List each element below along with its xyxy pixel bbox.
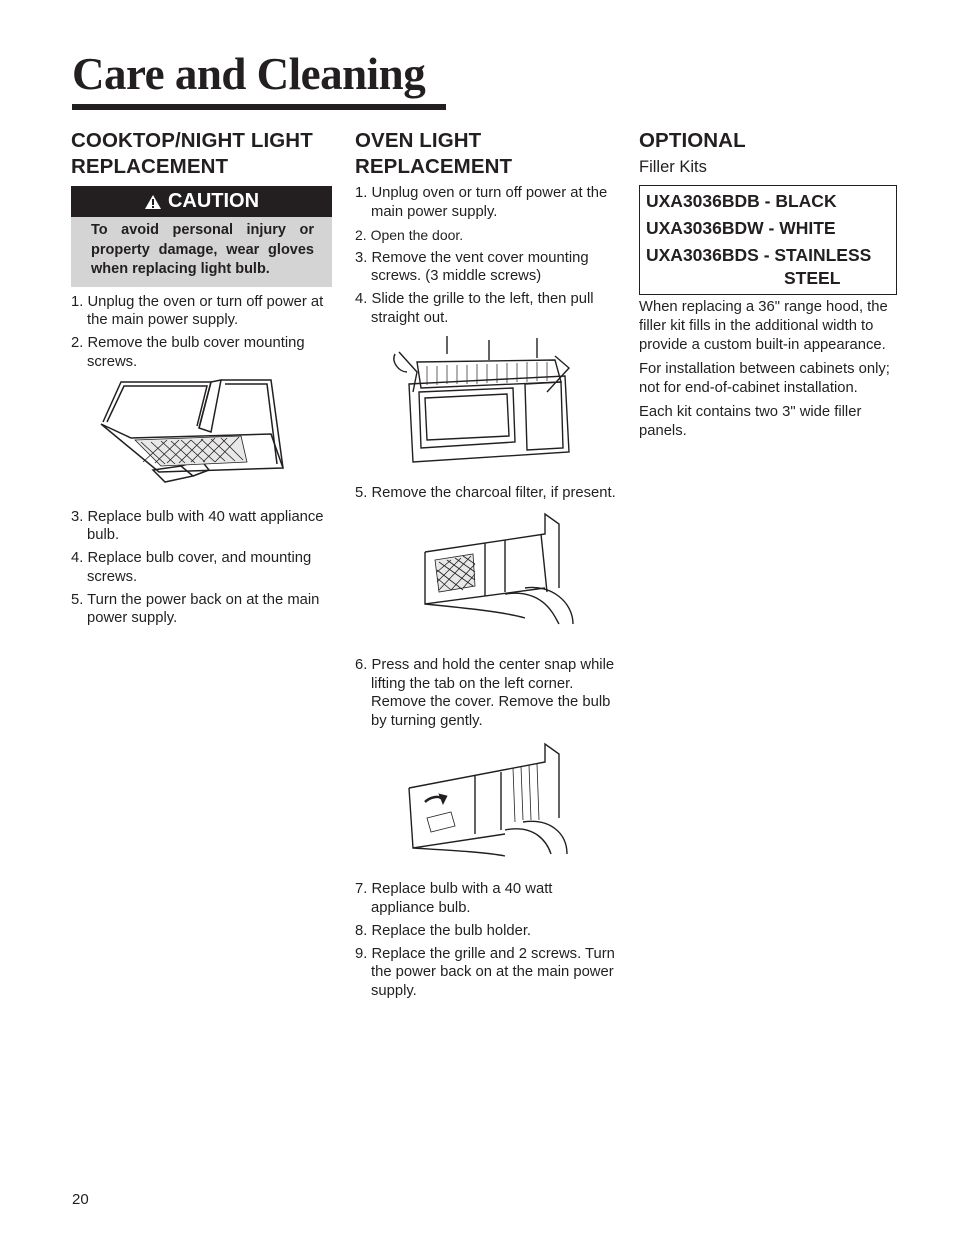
cooktop-steps-b — [71, 508, 333, 628]
grille-removal-illustration — [355, 332, 617, 472]
list-item: 5. Turn the power back on at the main power supply. — [71, 591, 320, 626]
kit-item-continuation: STEEL — [784, 268, 841, 288]
list-item: 8. Replace the bulb holder. — [355, 922, 532, 939]
heading-line-1: COOKTOP/NIGHT LIGHT — [71, 129, 313, 152]
filler-kit-list — [639, 185, 897, 295]
list-item: 1. Unplug the oven or turn off power at the main power supply. — [71, 293, 324, 328]
list-item: 2. Remove the bulb cover mounting screws. — [71, 335, 305, 370]
oven-steps-b — [355, 880, 617, 1000]
kit-item: UXA3036BDS - STAINLESS — [646, 245, 872, 265]
page-title: Care and Cleaning — [72, 49, 426, 99]
caution-box — [71, 186, 332, 287]
list-item: 4. Replace bulb cover, and mounting screws. — [71, 550, 312, 585]
filler-kits-subheading: Filler Kits — [639, 158, 707, 176]
list-item: 9. Replace the grille and 2 screws. Turn the power back on at the main power supply. — [355, 945, 615, 999]
heading-line-2: REPLACEMENT — [71, 155, 229, 178]
bulb-cover-illustration — [71, 376, 333, 498]
paragraph: When replacing a 36" range hood, the filler kit fills in the additional width to provide a custom built-in appearance. — [639, 299, 888, 353]
bulb-holder-illustration — [355, 738, 617, 868]
list-item: 1. Unplug oven or turn off power at the main power supply. — [355, 185, 608, 220]
list-item: 4. Slide the grille to the left, then pull straight out. — [355, 291, 594, 326]
paragraph: Each kit contains two 3" wide filler panels. — [639, 404, 862, 439]
title-underline — [72, 104, 446, 110]
oven-light-section — [355, 128, 617, 1005]
list-item: 5. Remove the charcoal filter, if present. — [355, 484, 616, 501]
caution-label: CAUTION — [167, 190, 260, 212]
cooktop-steps-a — [71, 293, 333, 372]
caution-header — [71, 186, 332, 217]
kit-item: UXA3036BDW - WHITE — [646, 218, 836, 238]
filler-kit-description — [639, 298, 903, 441]
list-item: 3. Replace bulb with 40 watt appliance bulb. — [71, 508, 324, 543]
oven-step-6 — [355, 656, 617, 730]
optional-section — [639, 128, 903, 446]
cooktop-light-heading — [71, 128, 333, 180]
optional-heading: OPTIONAL — [639, 129, 746, 152]
oven-steps-a — [355, 184, 617, 327]
oven-step-5 — [355, 484, 617, 503]
list-item: 7. Replace bulb with a 40 watt appliance bulb. — [355, 881, 553, 916]
heading-line-1: OVEN LIGHT — [355, 129, 482, 152]
kit-item: UXA3036BDB - BLACK — [646, 191, 837, 211]
page-number: 20 — [72, 1191, 89, 1208]
paragraph: For installation between cabinets only; not for end-of-cabinet installation. — [639, 361, 890, 396]
caution-text: To avoid personal injury or property damage, wear gloves when replacing light bulb. — [71, 217, 332, 287]
warning-triangle-icon — [144, 194, 162, 210]
heading-line-2: REPLACEMENT — [355, 155, 513, 178]
list-item: 2. Open the door. — [355, 226, 464, 243]
charcoal-filter-illustration — [355, 508, 617, 638]
list-item: 3. Remove the vent cover mounting screws. (3 middle screws) — [355, 249, 589, 284]
cooktop-light-section — [71, 128, 333, 632]
oven-light-heading — [355, 128, 617, 180]
list-item: 6. Press and hold the center snap while lifting the tab on the left corner. Remove the cover. Remove the bulb by turning gently. — [355, 657, 615, 729]
